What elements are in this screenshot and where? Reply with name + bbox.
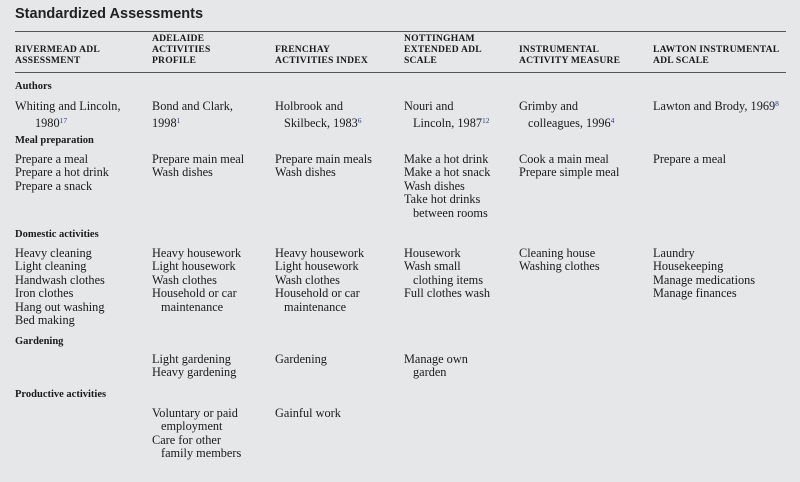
activity-item: Prepare simple meal: [519, 165, 620, 180]
page-title: Standardized Assessments: [15, 6, 204, 22]
author-cell: [275, 98, 362, 132]
activity-item: Heavy housework: [275, 246, 365, 260]
column-header-line: ADELAIDE: [152, 33, 205, 44]
column-header-line: PROFILE: [152, 55, 197, 66]
meal-cell: [275, 153, 372, 180]
productive-cell: [275, 407, 341, 420]
activity-item: Wash clothes: [152, 272, 217, 287]
activity-item: Manage own: [404, 352, 468, 366]
author-line: [275, 98, 362, 115]
activity-item: Manage medications: [653, 272, 756, 287]
author-cell: [152, 98, 233, 132]
column-header-line: ASSESSMENT: [15, 55, 81, 66]
author-line: [519, 98, 614, 115]
column-header-line: LAWTON INSTRUMENTAL: [653, 44, 780, 55]
author-line: [519, 115, 614, 132]
activity-item: Prepare a meal: [15, 152, 89, 166]
author-line: [653, 98, 779, 115]
activity-item: garden: [413, 365, 447, 380]
reference-superscript: 1: [176, 116, 181, 125]
activity-item: Iron clothes: [15, 286, 74, 301]
meal-cell: [404, 153, 490, 220]
author-text: Grimby and: [519, 99, 579, 113]
productive-cell: [152, 407, 241, 461]
activity-item: family members: [161, 446, 242, 461]
author-text: Nouri and: [404, 99, 454, 113]
domestic-cell: [275, 247, 364, 314]
column-header-line: EXTENDED ADL: [404, 44, 482, 55]
activity-item: Make a hot drink: [404, 152, 489, 166]
column-header: [15, 44, 100, 66]
column-header-line: SCALE: [404, 55, 437, 66]
activity-item: Housework: [404, 246, 461, 260]
activity-item: Light gardening: [152, 352, 231, 366]
gardening-cell: [275, 353, 327, 366]
column-header: [152, 33, 211, 66]
column-header-line: ACTIVITIES INDEX: [275, 55, 369, 66]
activity-item: Make a hot snack: [404, 165, 491, 180]
domestic-cell: [152, 247, 241, 314]
activity-item: Prepare main meal: [152, 152, 245, 166]
author-text: Bond and Clark,: [152, 99, 233, 113]
activity-item: Full clothes wash: [404, 286, 491, 301]
activity-item: between rooms: [413, 205, 488, 220]
column-header-line: RIVERMEAD ADL: [15, 44, 100, 55]
author-year: 1980: [35, 116, 60, 130]
meal-cell: [152, 153, 244, 180]
activity-item: Laundry: [653, 246, 695, 260]
activity-item: Heavy gardening: [152, 365, 237, 380]
author-cell: [404, 98, 490, 132]
author-year: Skilbeck, 1983: [284, 116, 358, 130]
author-year: colleagues, 1996: [528, 116, 611, 130]
column-header: [275, 44, 368, 66]
column-header-line: ADL SCALE: [653, 55, 709, 66]
title-rule: [15, 31, 786, 32]
activity-item: Heavy housework: [152, 246, 242, 260]
activity-item: Household or car: [275, 286, 360, 301]
section-domestic-activities: Domestic activities: [15, 229, 99, 240]
activity-item: Gardening: [275, 352, 327, 366]
activity-item: Wash small: [404, 259, 461, 274]
activity-item: Prepare a snack: [15, 178, 93, 193]
column-header-line: ACTIVITY MEASURE: [519, 55, 621, 66]
activity-item: Hang out washing: [15, 299, 105, 314]
activity-item: Take hot drinks: [404, 192, 481, 207]
reference-superscript: 8: [775, 99, 779, 108]
domestic-cell: [653, 247, 755, 301]
author-text: Whiting and Lincoln,: [15, 99, 121, 113]
activity-item: Handwash clothes: [15, 272, 105, 287]
activity-item: Light cleaning: [15, 259, 87, 274]
section-productive-activities: Productive activities: [15, 389, 107, 400]
section-gardening: Gardening: [15, 336, 64, 347]
reference-superscript: 4: [610, 116, 615, 125]
reference-superscript: 17: [59, 116, 68, 125]
activity-item: Light housework: [275, 259, 359, 274]
gardening-cell: [404, 353, 468, 380]
meal-cell: [15, 153, 109, 193]
column-header: [404, 33, 482, 66]
column-header: [519, 44, 620, 66]
activity-item: Bed making: [15, 313, 75, 328]
author-line: [404, 98, 490, 115]
activity-item: employment: [161, 419, 223, 434]
section-authors: Authors: [15, 81, 52, 92]
domestic-cell: [519, 247, 600, 274]
column-header-line: FRENCHAY: [275, 44, 331, 55]
activity-item: Household or car: [152, 286, 237, 301]
author-cell: [15, 98, 121, 132]
author-line: [275, 115, 362, 132]
author-year: 1998: [152, 116, 177, 130]
activity-item: Light housework: [152, 259, 236, 274]
reference-superscript: 6: [357, 116, 362, 125]
activity-item: Cleaning house: [519, 246, 596, 260]
author-year: Lincoln, 1987: [413, 116, 482, 130]
author-cell: [519, 98, 614, 132]
activity-item: Prepare a meal: [653, 152, 727, 166]
gardening-cell: [152, 353, 236, 380]
domestic-cell: [404, 247, 490, 301]
activity-item: Washing clothes: [519, 259, 600, 274]
activity-item: Wash dishes: [404, 178, 465, 193]
column-header-line: INSTRUMENTAL: [519, 44, 600, 55]
activity-item: Care for other: [152, 432, 221, 447]
column-header-line: ACTIVITIES: [152, 44, 211, 55]
column-header: [653, 44, 779, 66]
author-line: [15, 98, 121, 115]
activity-item: Wash clothes: [275, 272, 340, 287]
author-line: [152, 115, 233, 132]
section-meal-preparation: Meal preparation: [15, 135, 94, 146]
column-header-line: NOTTINGHAM: [404, 33, 475, 44]
author-line: [152, 98, 233, 115]
author-cell: [653, 98, 779, 115]
meal-cell: [653, 153, 726, 166]
author-line: [404, 115, 490, 132]
activity-item: Manage finances: [653, 286, 737, 301]
author-text: Holbrook and: [275, 99, 343, 113]
activity-item: Cook a main meal: [519, 152, 609, 166]
activity-item: Prepare main meals: [275, 152, 372, 166]
header-rule: [15, 72, 786, 73]
activity-item: Prepare a hot drink: [15, 165, 109, 180]
activity-item: clothing items: [413, 272, 484, 287]
reference-superscript: 12: [482, 116, 490, 125]
activity-item: Wash dishes: [152, 165, 213, 180]
activity-item: Heavy cleaning: [15, 246, 92, 260]
activity-item: Housekeeping: [653, 259, 724, 274]
activity-item: maintenance: [284, 299, 347, 314]
activity-item: Gainful work: [275, 406, 341, 420]
meal-cell: [519, 153, 619, 180]
activity-item: Voluntary or paid: [152, 406, 238, 420]
activity-item: Wash dishes: [275, 165, 336, 180]
author-line: [15, 115, 121, 132]
activity-item: maintenance: [161, 299, 224, 314]
author-text: Lawton and Brody, 1969: [653, 99, 776, 113]
domestic-cell: [15, 247, 105, 327]
